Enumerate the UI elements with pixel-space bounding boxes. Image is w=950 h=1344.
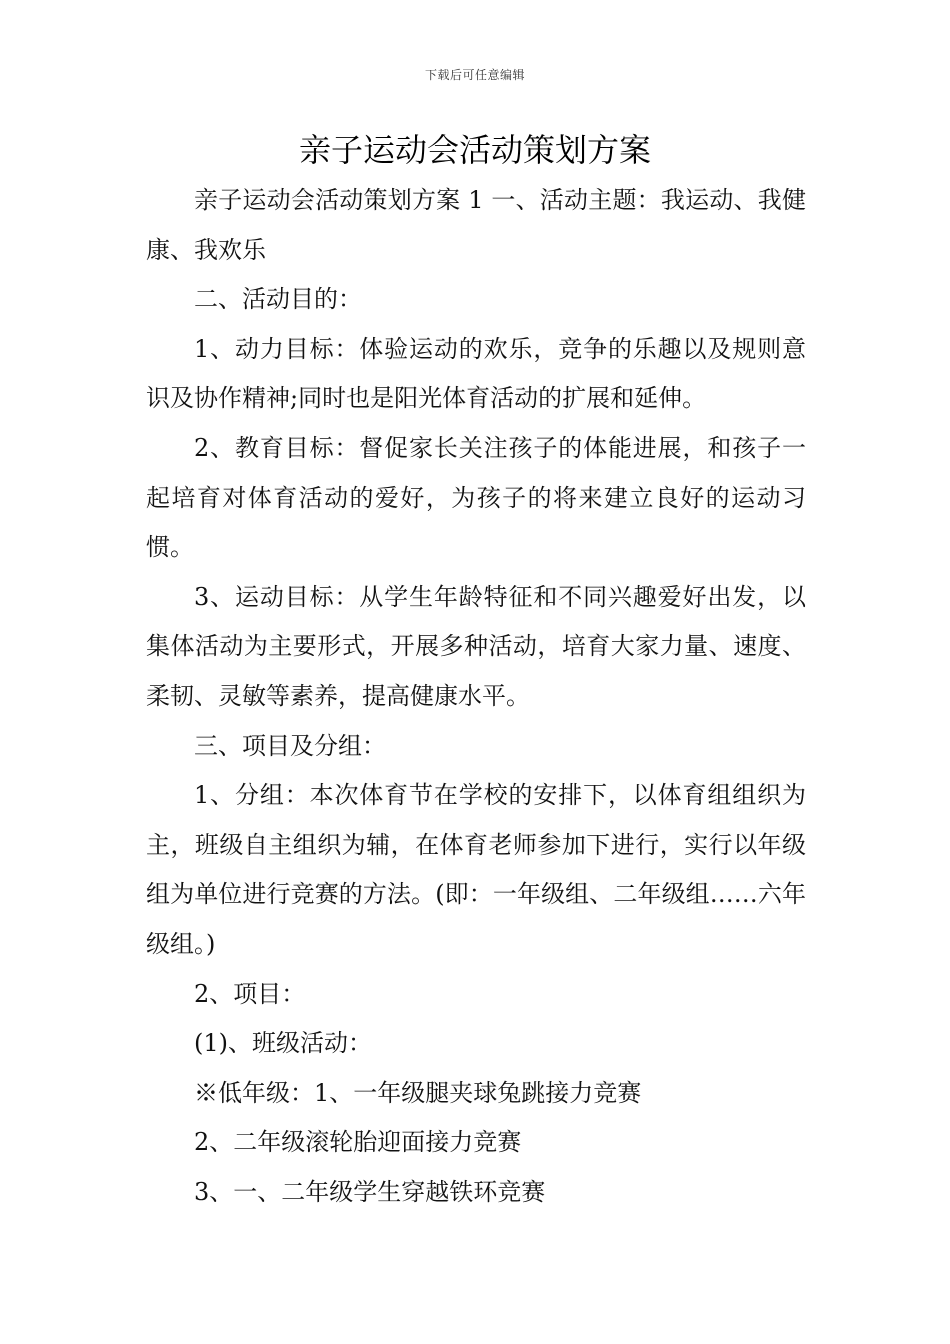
paragraph: 3、一、二年级学生穿越铁环竞赛 (194, 1177, 546, 1206)
paragraph: 2、教育目标：督促家长关注孩子的体能进展，和孩子一起培育对体育活动的爱好，为孩子的将来建立良好的运动习惯。 (146, 433, 806, 562)
paragraph: 2、项目： (194, 979, 306, 1008)
paragraph: 二、活动目的： (194, 285, 362, 314)
paragraph: 1、分组：本次体育节在学校的安排下，以体育组组织为主，班级自主组织为辅，在体育老师参加下进行，实行以年级组为单位进行竞赛的方法。(即：一年级组、二年级组……六年级组。) (146, 781, 806, 958)
paragraph: (1)、班级活动： (194, 1029, 372, 1058)
paragraph: 三、项目及分组： (194, 731, 386, 760)
document-body (146, 176, 806, 1217)
paragraph: 1、动力目标：体验运动的欢乐，竞争的乐趣以及规则意识及协作精神;同时也是阳光体育活动的扩展和延伸。 (146, 334, 806, 413)
document-title: 亲子运动会活动策划方案 (298, 131, 651, 169)
paragraph: 亲子运动会活动策划方案 1 一、活动主题：我运动、我健康、我欢乐 (146, 186, 806, 264)
paragraph: 2、二年级滚轮胎迎面接力竞赛 (194, 1128, 522, 1157)
header-note: 下载后可任意编辑 (424, 68, 525, 82)
paragraph: ※低年级：1、一年级腿夹球兔跳接力竞赛 (194, 1078, 642, 1107)
paragraph: 3、运动目标：从学生年龄特征和不同兴趣爱好出发，以集体活动为主要形式，开展多种活动，培育大家力量、速度、柔韧、灵敏等素养，提高健康水平。 (146, 582, 806, 710)
